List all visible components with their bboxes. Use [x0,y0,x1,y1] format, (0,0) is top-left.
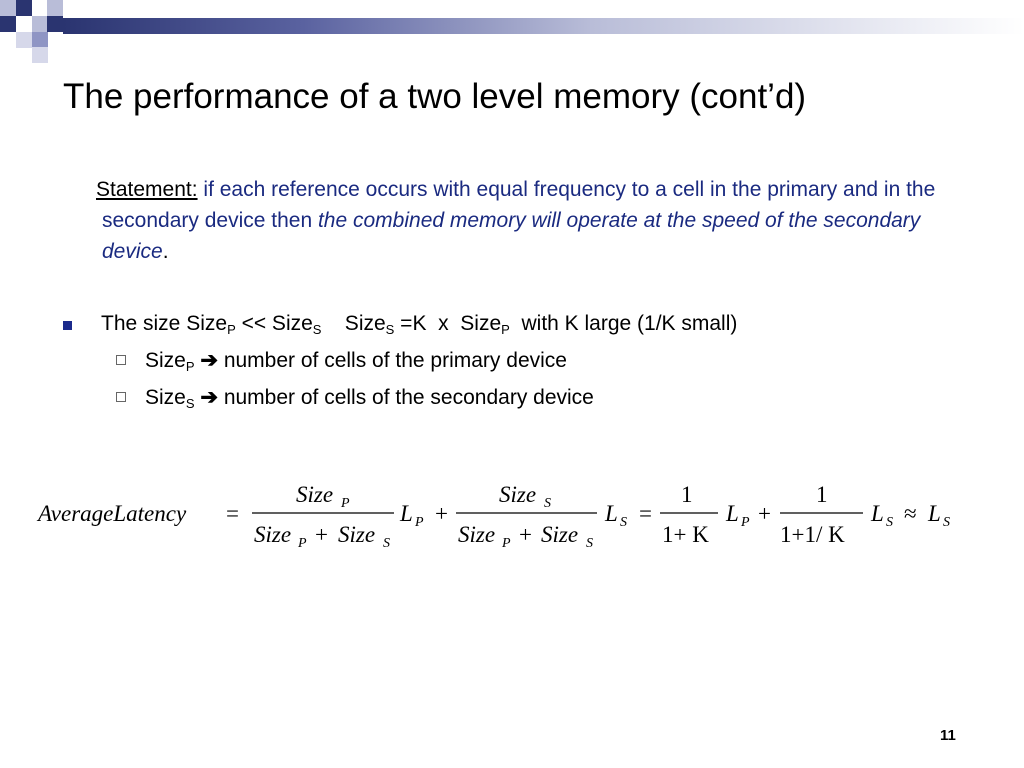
equals-sign: = [226,501,239,526]
formula-symbol: 1 [681,482,693,507]
formula-symbol: P [502,536,511,551]
formula-symbol: + [758,501,771,526]
statement-label: Statement: [96,178,198,201]
formula-symbol: Size [458,522,496,547]
formula-symbol: 1+1/ K [780,522,845,547]
formula-symbol: P [298,536,307,551]
formula-symbol: Size [541,522,579,547]
formula-symbol: S [544,496,551,511]
formula-symbol: L [928,501,941,526]
formula-symbol: S [943,515,950,530]
text-fragment: << Size [235,312,313,335]
formula-symbol: L [400,501,413,526]
text-fragment: S [385,322,395,337]
formula-symbol: S [586,536,593,551]
formula-lhs: AverageLatency [38,501,187,526]
square-bullet-icon [63,321,72,330]
statement-text: if each reference occurs with equal frequency to a cell in the primary and in the secondary device then [102,178,936,232]
formula-svg [38,478,998,558]
subitem-text [145,385,594,411]
formula-symbol: + [435,501,448,526]
formula-symbol: S [383,536,390,551]
formula-symbol: P [341,496,350,511]
text-fragment: S [185,396,195,411]
hollow-square-bullet-icon [116,355,126,365]
frac1-numerator: Size [296,482,334,507]
bullet-text [101,312,737,337]
text-fragment: P [185,359,195,374]
frac2-numerator: Size [499,482,537,507]
formula-symbol: S [620,515,627,530]
text-fragment: P [227,322,236,337]
text-fragment: with K large (1/K small) [509,312,738,335]
average-latency-formula [38,478,998,558]
statement-paragraph [96,174,982,267]
right-arrow-icon: ➔ [200,349,218,372]
slide-title: The performance of a two level memory (cont’d) [63,77,807,116]
page-number: 11 [940,727,956,744]
text-fragment: number of cells of the primary device [217,349,567,372]
header-gradient-bar [63,18,1024,34]
formula-symbol: Size [254,522,292,547]
formula-symbol: + [315,522,328,547]
formula-symbol: Size [338,522,376,547]
text-fragment: =K x Size [394,312,502,335]
right-arrow-icon: ➔ [200,386,218,409]
text-fragment: Size [145,386,186,409]
formula-symbol: P [415,515,424,530]
statement-italic-text: the combined memory will operate at the speed of the secondary device [102,209,921,263]
formula-symbol: L [871,501,884,526]
text-fragment: S [312,322,322,337]
text-fragment: P [501,322,510,337]
subitem-text [145,348,567,374]
formula-symbol: L [605,501,618,526]
text-fragment: number of cells of the secondary device [217,386,594,409]
formula-symbol: 1 [816,482,828,507]
formula-symbol: 1+ K [662,522,709,547]
text-fragment: The size Size [101,312,228,335]
text-fragment: Size [145,349,186,372]
formula-symbol: ≈ [904,501,917,526]
formula-symbol: S [886,515,893,530]
formula-symbol: = [639,501,652,526]
formula-symbol: P [741,515,750,530]
text-fragment: Size [321,312,386,335]
formula-symbol: L [726,501,739,526]
statement-period: . [162,240,169,263]
formula-symbol: + [519,522,532,547]
hollow-square-bullet-icon [116,392,126,402]
